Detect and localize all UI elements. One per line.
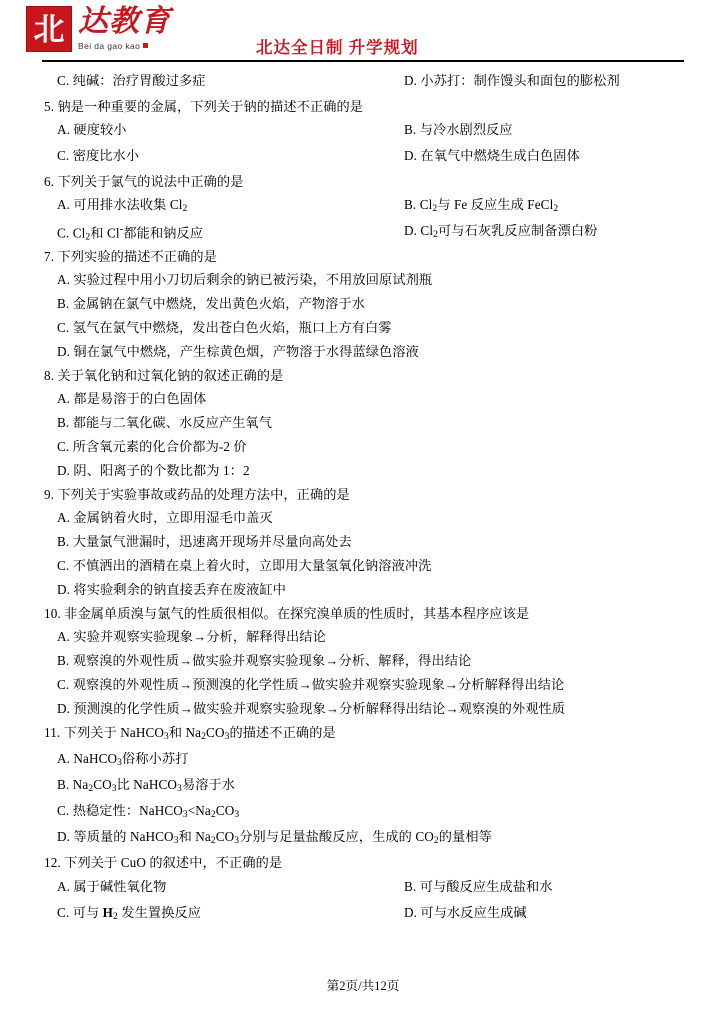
option-row: C. 观察溴的外观性质→预测溴的化学性质→做实验并观察实验现象→分析解释得出结论 <box>57 676 565 692</box>
question-row: 9. 下列关于实验事故或药品的处理方法中，正确的是 <box>44 486 350 502</box>
option-row: C. 不慎洒出的酒精在桌上着火时，立即用大量氢氧化钠溶液冲洗 <box>57 557 432 573</box>
question-row: 7. 下列实验的描述不正确的是 <box>44 248 217 264</box>
header-divider <box>42 60 684 62</box>
question-row: 12. 下列关于 CuO 的叙述中，不正确的是 <box>44 855 283 871</box>
page-header <box>33 0 682 62</box>
option-row: D. 等质量的 NaHCO$_3$和 $Na_2CO_3$分别与足量盐酸反应，生成的 $CO_2$的量相等 <box>57 829 492 847</box>
option-row <box>44 198 682 213</box>
option-row: D. 将实验剩余的钠直接丢弃在废液缸中 <box>57 581 287 597</box>
option-row <box>44 880 682 895</box>
option-row: B. 金属钠在氯气中燃烧，发出黄色火焰，产物溶于水 <box>57 296 366 312</box>
option-row: A. NaHCO$_3$俗称小苏打 <box>57 750 189 768</box>
option-row <box>44 149 682 164</box>
option-left: C. 可与 $H_2$ 发生置换反应 <box>57 904 202 922</box>
option-row <box>44 123 682 138</box>
option-left: A. 硬度较小 <box>57 122 127 138</box>
logo-text <box>78 6 171 52</box>
option-row: D. 铜在氯气中燃烧，产生棕黄色烟，产物溶于水得蓝绿色溶液 <box>57 343 419 359</box>
option-right: B. $Cl_2$与 Fe 反应生成 FeCl$_2$ <box>404 197 559 215</box>
logo-pinyin <box>78 41 171 52</box>
option-row: C. 所含氧元素的化合价都为-2 价 <box>57 438 247 454</box>
option-right: D. $Cl_2$可与石灰乳反应制备漂白粉 <box>404 222 598 240</box>
option-row <box>44 906 682 921</box>
option-row <box>44 74 682 89</box>
option-row: B. 都能与二氧化碳、水反应产生氧气 <box>57 415 273 431</box>
option-left: C. 纯碱：治疗胃酸过多症 <box>57 73 206 88</box>
option-right: D. 可与水反应生成碱 <box>404 904 527 920</box>
brand-logo <box>26 6 171 52</box>
option-row: A. 实验过程中用小刀切后剩余的钠已被污染，不用放回原试剂瓶 <box>57 272 433 288</box>
logo-pinyin-text: Bei da gao kao <box>78 41 141 51</box>
question-row: 6. 下列关于氯气的说法中正确的是 <box>44 173 244 189</box>
question-list <box>44 62 682 921</box>
option-row: D. 阴、阳离子的个数比都为 1：2 <box>57 462 250 478</box>
question-row: 5. 钠是一种重要的金属，下列关于钠的描述不正确的是 <box>44 98 364 114</box>
option-right: D. 小苏打：制作馒头和面包的膨松剂 <box>404 73 620 88</box>
option-left: A. 可用排水法收集 $Cl_2$ <box>57 197 188 215</box>
page-footer: 第2页/共12页 <box>326 979 400 993</box>
option-row: C. 热稳定性：$NaHCO_3<Na_2CO_3$ <box>57 803 240 821</box>
option-row <box>44 222 682 243</box>
question-row: 11. 下列关于 NaHCO$_3$和 $Na_2CO_3$的描述不正确的是 <box>44 724 336 742</box>
option-row: A. 实验并观察实验现象→分析，解释得出结论 <box>57 629 326 645</box>
option-row: A. 金属钠着火时，立即用湿毛巾盖灭 <box>57 510 273 526</box>
logo-square-icon <box>143 43 148 48</box>
option-left: A. 属于碱性氧化物 <box>57 879 167 895</box>
option-row: B. 大量氯气泄漏时，迅速离开现场并尽量向高处去 <box>57 534 352 550</box>
question-row: 8. 关于氧化钠和过氧化钠的叙述正确的是 <box>44 367 284 383</box>
option-row: B. $Na_2CO_3$比 NaHCO$_3$易溶于水 <box>57 776 236 794</box>
logo-mark-icon: 北 <box>26 6 72 52</box>
option-row: B. 观察溴的外观性质→做实验并观察实验现象→分析、解释，得出结论 <box>57 653 472 669</box>
option-right: B. 与冷水剧烈反应 <box>404 122 513 138</box>
question-row: 10. 非金属单质溴与氯气的性质很相似。在探究溴单质的性质时，其基本程序应该是 <box>44 605 530 621</box>
option-right: B. 可与酸反应生成盐和水 <box>404 879 553 895</box>
option-left: C. 密度比水小 <box>57 147 140 163</box>
option-right: D. 在氧气中燃烧生成白色固体 <box>404 147 580 163</box>
option-left: C. $Cl_2$和 Cl-都能和钠反应 <box>57 222 204 243</box>
logo-chinese-name: 达教育 <box>78 5 171 38</box>
option-row: C. 氢气在氯气中燃烧，发出苍白色火焰，瓶口上方有白雾 <box>57 319 392 335</box>
option-row: D. 预测溴的化学性质→做实验并观察实验现象→分析解释得出结论→观察溴的外观性质 <box>57 700 566 716</box>
page-title: 北达全日制 升学规划 <box>256 38 419 57</box>
option-row: A. 都是易溶于的白色固体 <box>57 391 207 407</box>
